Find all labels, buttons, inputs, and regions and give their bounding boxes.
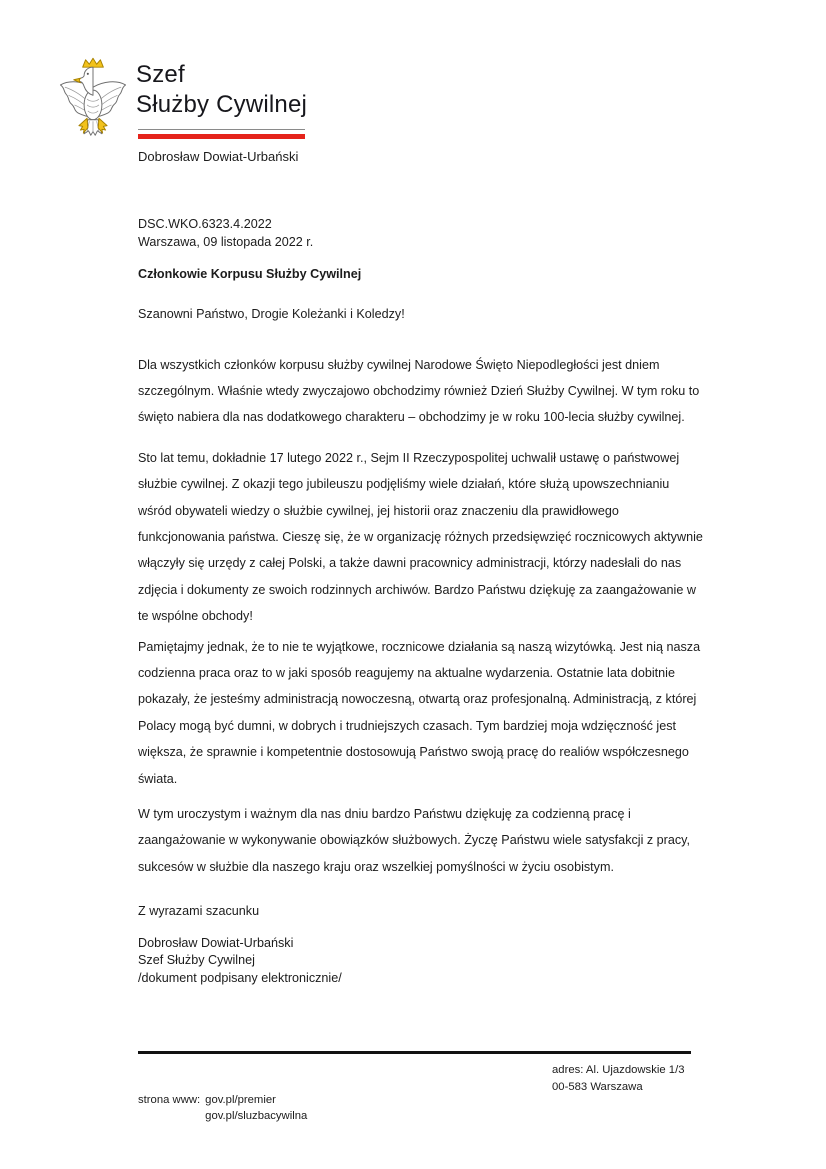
footer-address-line2: 00-583 Warszawa [552, 1081, 643, 1093]
signature-block [138, 935, 703, 988]
footer-www-line1: gov.pl/premier [205, 1094, 276, 1106]
footer-www-label: strona www: [138, 1094, 201, 1106]
header-divider-red [138, 134, 305, 139]
letter-body [138, 216, 703, 987]
org-title [136, 60, 307, 119]
footer-divider [138, 1051, 691, 1054]
footer-www-line2: gov.pl/sluzbacywilna [205, 1110, 308, 1122]
footer-website [138, 1092, 307, 1124]
official-name: Dobrosław Dowiat-Urbański [138, 149, 299, 164]
eagle-crown-icon [83, 58, 104, 67]
paragraph-4: W tym uroczystym i ważnym dla nas dniu bardzo Państwu dziękuję za codzienną pracę i zaangażowanie w wykonywanie obowiązków służbowych. Życzę Państwu wiele satysfakcji z pracy, sukcesów w służbie dla naszego kraju oraz wszelkiej pomyślności w życiu osobistym. [138, 807, 691, 874]
reference-number: DSC.WKO.6323.4.2022 [138, 217, 272, 231]
footer-address [552, 1062, 685, 1096]
org-title-line2: Służby Cywilnej [136, 90, 308, 118]
polish-eagle-emblem [56, 57, 130, 141]
signature-electronic-note: /dokument podpisany elektronicznie/ [138, 970, 342, 985]
signature-title: Szef Służby Cywilnej [138, 953, 255, 968]
paragraph-3: Pamiętajmy jednak, że to nie te wyjątkowe, rocznicowe działania są naszą wizytówką. Jest nią nasza codzienna praca oraz to w jaki sposób reagujemy na aktualne wydarzenia. Ostatnie lata dobitnie pokazały, że jesteśmy administracją nowoczesną, otwartą oraz profesjonalną. Administracją, z której Polacy mogą być dumni, w dobrych i trudniejszych czasach. Tym bardziej moja wdzięczność jest większa, że sprawnie i kompetentnie dostosowują Państwo swoją pracę do realiów współczesnego świata. [138, 639, 701, 786]
signature-name: Dobrosław Dowiat-Urbański [138, 935, 294, 950]
header-divider-gray [138, 129, 305, 130]
paragraph-1: Dla wszystkich członków korpusu służby cywilnej Narodowe Święto Niepodległości jest dniem szczególnym. Właśnie wtedy zwyczajowo obchodzimy również Dzień Służby Cywilnej. W tym roku to święto nabiera dla nas dodatkowego charakteru – obchodzimy je w roku 100-lecia służby cywilnej. [138, 357, 700, 425]
paragraph-2: Sto lat temu, dokładnie 17 lutego 2022 r., Sejm II Rzeczypospolitej uchwalił ustawę o państwowej służbie cywilnej. Z okazji tego jubileuszu podjęliśmy wiele działań, które służą upowszechnianiu wśród obywateli wiedzy o służbie cywilnej, jej historii oraz znaczeniu dla prawidłowego funkcjonowania państwa. Cieszę się, że w organizację różnych przedsięwzięć rocznicowych aktywnie włączyły się urzędy z całej Polski, a także dawni pracownicy administracji, którzy nadesłali do nas zdjęcia i dokumenty ze swoich rodzinnych archiwów. Bardzo Państwu dziękuję za zaangażowanie w te wspólne obchody! [138, 450, 703, 624]
closing-line: Z wyrazami szacunku [138, 903, 260, 918]
place-and-date: Warszawa, 09 listopada 2022 r. [138, 234, 314, 249]
footer-address-line1: adres: Al. Ujazdowskie 1/3 [552, 1064, 685, 1076]
org-title-line1: Szef [136, 61, 185, 88]
eagle-eye-icon [87, 73, 89, 75]
salutation-line: Szanowni Państwo, Drogie Koleżanki i Koledzy! [138, 307, 405, 321]
addressee-line: Członkowie Korpusu Służby Cywilnej [138, 266, 362, 281]
